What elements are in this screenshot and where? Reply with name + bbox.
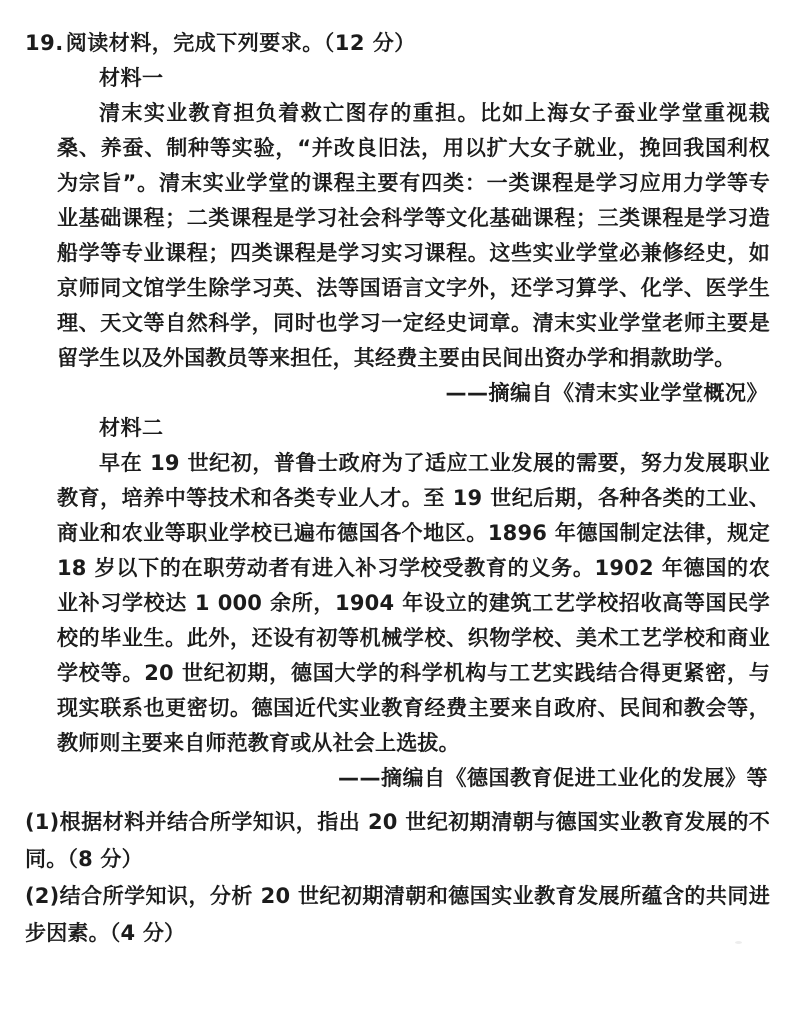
material-one-attribution: ——摘编自《清末实业学堂概况》 — [445, 381, 768, 405]
material-one-heading: 材料一 — [99, 66, 164, 90]
question-intro: 阅读材料，完成下列要求。（12 分） — [65, 31, 416, 55]
material-two-attribution: ——摘编自《德国教育促进工业化的发展》等 — [338, 766, 768, 790]
sub-question-1: (1)根据材料并结合所学知识，指出 20 世纪初期清朝与德国实业教育发展的不同。（8 分） — [25, 810, 770, 871]
question-header — [25, 26, 770, 61]
material-two-text: 早在 19 世纪初，普鲁士政府为了适应工业发展的需要，努力发展职业教育，培养中等技术和各类专业人才。至 19 世纪后期，各种各类的工业、商业和农业等职业学校已遍布德国各个地区。1896 年德国制定法律，规定 18 岁以下的在职劳动者有进入补习学校受教育的义务。1902 年德国的农业补习学校达 1 000 余所，1904 年设立的建筑工艺学校招收高等国民学校的毕业生。此外，还设有初等机械学校、织物学校、美术工艺学校和商业学校等。20 世纪初期，德国大学的科学机构与工艺实践结合得更紧密，与现实联系也更密切。德国近代实业教育经费主要来自政府、民间和教会等，教师则主要来自师范教育或从社会上选拔。 — [57, 451, 770, 755]
question-number: 19. — [25, 31, 64, 55]
sub-questions — [25, 804, 770, 952]
scan-artifact — [735, 941, 742, 944]
question-body-column — [57, 61, 770, 796]
sub-question-2: (2)结合所学知识，分析 20 世纪初期清朝和德国实业教育发展所蕴含的共同进步因素。（4 分） — [25, 884, 770, 945]
material-two-heading: 材料二 — [99, 416, 164, 440]
material-one-text: 清末实业教育担负着救亡图存的重担。比如上海女子蚕业学堂重视栽桑、养蚕、制种等实验，“并改良旧法，用以扩大女子就业，挽回我国利权为宗旨”。清末实业学堂的课程主要有四类：一类课程是学习应用力学等专业基础课程；二类课程是学习社会科学等文化基础课程；三类课程是学习造船学等专业课程；四类课程是学习实习课程。这些实业学堂必兼修经史，如京师同文馆学生除学习英、法等国语言文字外，还学习算学、化学、医学生理、天文等自然科学，同时也学习一定经史词章。清末实业学堂老师主要是留学生以及外国教员等来担任，其经费主要由民间出资办学和捐款助学。 — [57, 101, 770, 370]
question-19-block — [25, 26, 770, 952]
